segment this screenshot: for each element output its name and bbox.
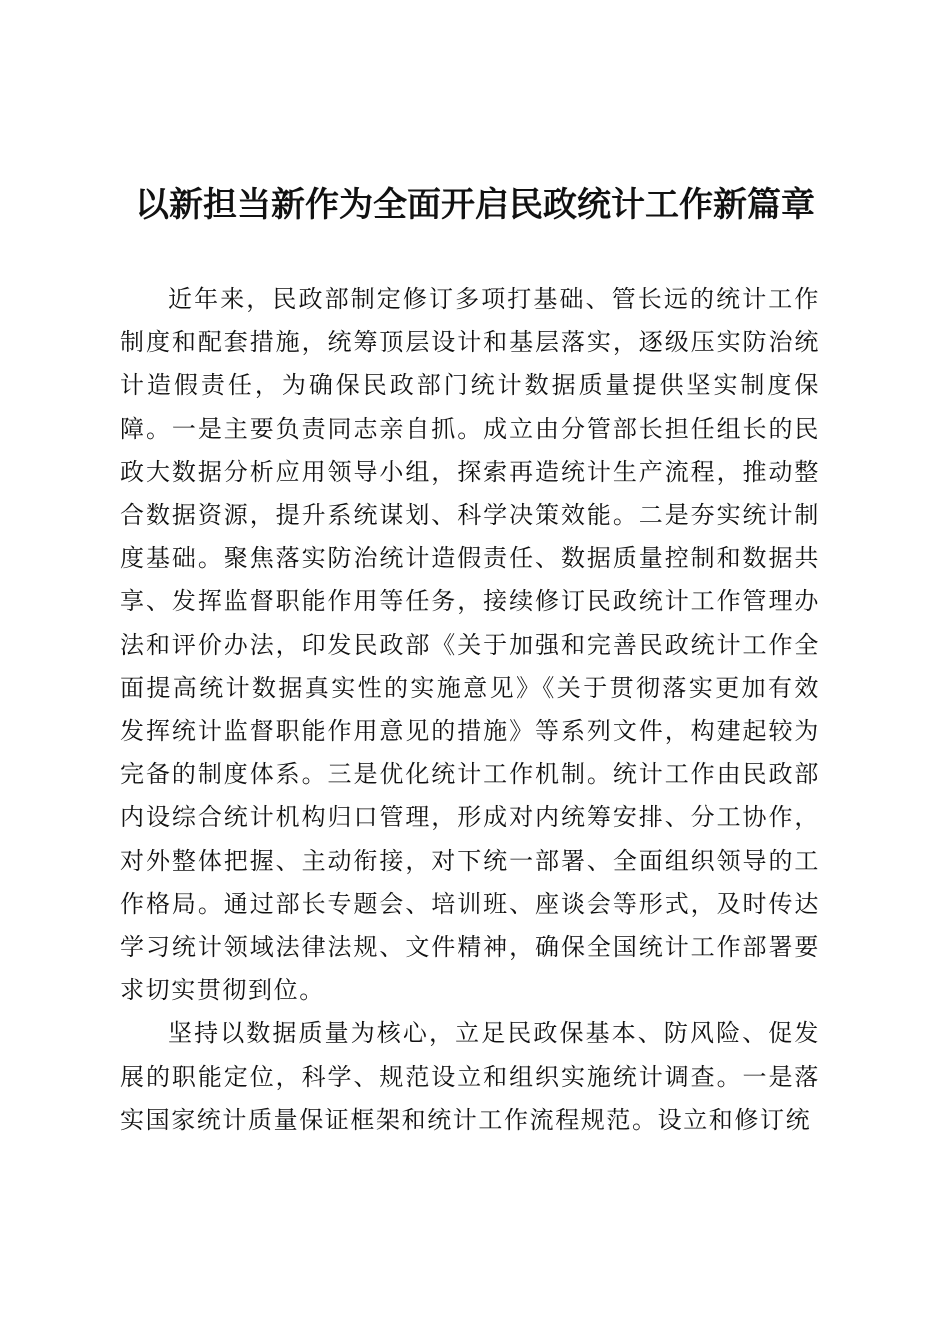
document-body (120, 278, 820, 1142)
paragraph-1: 近年来，民政部制定修订多项打基础、管长远的统计工作制度和配套措施，统筹顶层设计和基层落实，逐级压实防治统计造假责任，为确保民政部门统计数据质量提供坚实制度保障。一是主要负责同志亲自抓。成立由分管部长担任组长的民政大数据分析应用领导小组，探索再造统计生产流程，推动整合数据资源，提升系统谋划、科学决策效能。二是夯实统计制度基础。聚焦落实防治统计造假责任、数据质量控制和数据共享、发挥监督职能作用等任务，接续修订民政统计工作管理办法和评价办法，印发民政部《关于加强和完善民政统计工作全面提高统计数据真实性的实施意见》《关于贯彻落实更加有效发挥统计监督职能作用意见的措施》等系列文件，构建起较为完备的制度体系。三是优化统计工作机制。统计工作由民政部内设综合统计机构归口管理，形成对内统筹安排、分工协作，对外整体把握、主动衔接，对下统一部署、全面组织领导的工作格局。通过部长专题会、培训班、座谈会等形式，及时传达学习统计领域法律法规、文件精神，确保全国统计工作部署要求切实贯彻到位。 (120, 285, 820, 1005)
document-title: 以新担当新作为全面开启民政统计工作新篇章 (135, 185, 815, 225)
paragraph-2: 坚持以数据质量为核心，立足民政保基本、防风险、促发展的职能定位，科学、规范设立和组织实施统计调查。一是落实国家统计质量保证框架和统计工作流程规范。设立和修订统 (120, 1019, 820, 1134)
